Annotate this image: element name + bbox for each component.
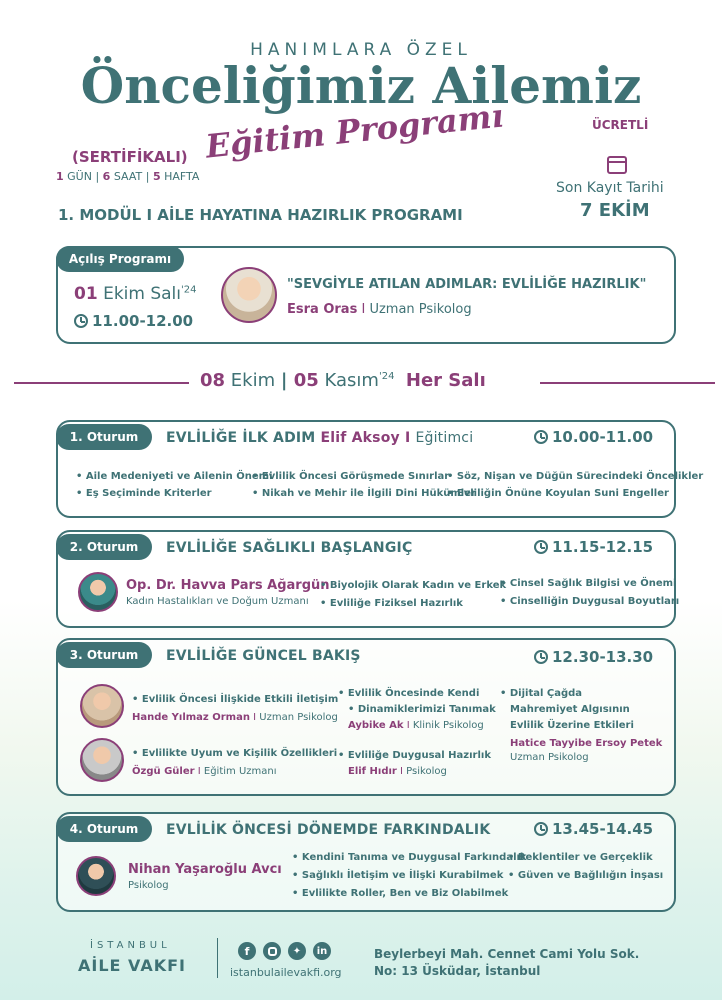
talk-speaker: Hande Yılmaz Orman I Uzman Psikolog bbox=[132, 712, 338, 723]
instagram-icon[interactable] bbox=[263, 942, 281, 960]
list-item: • Söz, Nişan ve Düğün Sürecindeki Öncelikler bbox=[447, 471, 703, 482]
session-label: 2. Oturum bbox=[56, 534, 152, 560]
duration-line: 1 GÜN | 6 SAAT | 5 HAFTA bbox=[56, 170, 200, 183]
session-title: EVLİLİĞE SAĞLIKLI BAŞLANGIÇ bbox=[166, 540, 413, 556]
speaker-role: Psikolog bbox=[128, 880, 169, 891]
module-title: 1. MODÜL I AİLE HAYATINA HAZIRLIK PROGRAMI bbox=[58, 206, 463, 224]
avatar bbox=[221, 267, 277, 323]
list-item: • Kendini Tanıma ve Duygusal Farkındalık bbox=[292, 852, 527, 863]
list-item: • Evlilik Öncesi Görüşmede Sınırlar bbox=[252, 471, 449, 482]
certified-label: (SERTİFİKALI) bbox=[72, 148, 188, 166]
talk-speaker-role: Uzman Psikolog bbox=[510, 752, 589, 763]
talk-topic: • Evlilikte Uyum ve Kişilik Özellikleri bbox=[132, 748, 337, 759]
session-title: EVLİLİĞE GÜNCEL BAKIŞ bbox=[166, 648, 361, 664]
social-icons bbox=[238, 942, 331, 960]
list-item: • Sağlıklı İletişim ve İlişki Kurabilmek bbox=[292, 870, 503, 881]
logo-top: İSTANBUL bbox=[90, 940, 171, 951]
avatar bbox=[76, 856, 116, 896]
clock-icon bbox=[74, 314, 88, 328]
website-link[interactable]: istanbulailevakfi.org bbox=[230, 966, 342, 979]
talk-topic: • Dinamiklerimizi Tanımak bbox=[348, 704, 496, 715]
session-label: 3. Oturum bbox=[56, 642, 152, 668]
divider-left bbox=[14, 382, 189, 384]
clock-icon bbox=[534, 650, 548, 664]
talk-topic: • Evliliğe Duygusal Hazırlık bbox=[338, 750, 491, 761]
avatar bbox=[80, 684, 124, 728]
list-item: • Biyolojik Olarak Kadın ve Erkek bbox=[320, 580, 506, 591]
footer-divider bbox=[217, 938, 218, 978]
opening-talk-title: "SEVGİYLE ATILAN ADIMLAR: EVLİLİĞE HAZIRLIK" bbox=[287, 277, 647, 292]
avatar bbox=[80, 738, 124, 782]
session-time: 13.45-14.45 bbox=[534, 820, 653, 838]
list-item: • Evlilikte Roller, Ben ve Biz Olabilmek bbox=[292, 888, 508, 899]
list-item: • Evliliğin Önüne Koyulan Suni Engeller bbox=[447, 488, 669, 499]
calendar-icon bbox=[607, 156, 627, 174]
twitter-icon[interactable]: ✦ bbox=[288, 942, 306, 960]
talk-speaker: Elif Hıdır I Psikolog bbox=[348, 766, 447, 777]
talk-topic: • Dijital Çağda bbox=[500, 688, 582, 699]
opening-date: 01 Ekim Salı$^{'24}$ bbox=[74, 284, 197, 304]
session-title: EVLİLİĞE İLK ADIM Elif Aksoy I Eğitimci bbox=[166, 430, 474, 446]
session-time: 10.00-11.00 bbox=[534, 428, 653, 446]
clock-icon bbox=[534, 822, 548, 836]
list-item: • Cinsel Sağlık Bilgisi ve Önemi bbox=[500, 578, 676, 589]
list-item: • Eş Seçiminde Kriterler bbox=[76, 488, 212, 499]
talk-speaker: Özgü Güler I Eğitim Uzmanı bbox=[132, 766, 277, 777]
speaker-name: Op. Dr. Havva Pars Ağargün bbox=[126, 578, 330, 593]
list-item: • Nikah ve Mehir ile İlgili Dini Hükümler bbox=[252, 488, 476, 499]
paid-badge: ÜCRETLİ bbox=[592, 118, 649, 132]
session-time: 12.30-13.30 bbox=[534, 648, 653, 666]
talk-topic: • Evlilik Öncesinde Kendi bbox=[338, 688, 479, 699]
list-item: • Evliliğe Fiziksel Hazırlık bbox=[320, 598, 463, 609]
address-line-1: Beylerbeyi Mah. Cennet Cami Yolu Sok. bbox=[374, 947, 640, 961]
linkedin-icon[interactable]: in bbox=[313, 942, 331, 960]
header-kicker: HANIMLARA ÖZEL bbox=[250, 40, 472, 60]
talk-speaker: Hatice Tayyibe Ersoy Petek bbox=[510, 738, 663, 749]
clock-icon bbox=[534, 430, 548, 444]
facebook-icon[interactable]: f bbox=[238, 942, 256, 960]
list-item: • Cinselliğin Duygusal Boyutları bbox=[500, 596, 679, 607]
speaker-role: Kadın Hastalıkları ve Doğum Uzmanı bbox=[126, 596, 309, 607]
divider-right bbox=[540, 382, 715, 384]
talk-topic: Evlilik Üzerine Etkileri bbox=[510, 720, 634, 731]
date-range: 08 Ekim | 05 Kasım$^{'24}$ Her Salı bbox=[200, 370, 486, 391]
avatar bbox=[78, 572, 118, 612]
talk-topic: Mahremiyet Algısının bbox=[510, 704, 630, 715]
talk-speaker: Aybike Ak I Klinik Psikolog bbox=[348, 720, 484, 731]
opening-speaker: Esra Oras I Uzman Psikolog bbox=[287, 302, 472, 317]
clock-icon bbox=[534, 540, 548, 554]
logo-bottom: AİLE VAKFI bbox=[78, 956, 186, 975]
main-title: Önceliğimiz Ailemiz bbox=[80, 56, 642, 115]
address-line-2: No: 13 Üsküdar, İstanbul bbox=[374, 964, 541, 978]
deadline-value: 7 EKİM bbox=[580, 200, 650, 221]
list-item: • Aile Medeniyeti ve Ailenin Önemi bbox=[76, 471, 273, 482]
script-subtitle: Eğitim Programı bbox=[203, 96, 506, 166]
session-label: 1. Oturum bbox=[56, 424, 152, 450]
session-time: 11.15-12.15 bbox=[534, 538, 653, 556]
list-item: • Güven ve Bağlılığın İnşası bbox=[508, 870, 663, 881]
talk-topic: • Evlilik Öncesi İlişkide Etkili İletişim bbox=[132, 694, 338, 705]
opening-label: Açılış Programı bbox=[56, 246, 184, 272]
session-title: EVLİLİK ÖNCESİ DÖNEMDE FARKINDALIK bbox=[166, 822, 491, 838]
foundation-logo bbox=[74, 934, 204, 980]
deadline-label: Son Kayıt Tarihi bbox=[556, 180, 664, 196]
speaker-name: Nihan Yaşaroğlu Avcı bbox=[128, 862, 282, 877]
list-item: • Beklentiler ve Gerçeklik bbox=[508, 852, 653, 863]
opening-time: 11.00-12.00 bbox=[74, 312, 193, 330]
session-label: 4. Oturum bbox=[56, 816, 152, 842]
